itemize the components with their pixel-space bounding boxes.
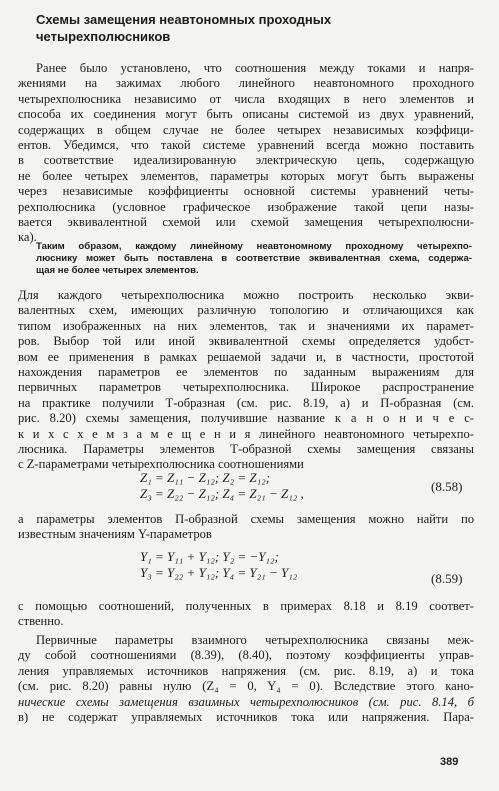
text-line: нахождения параметров ее элементов по заданным выражениям для — [18, 365, 474, 380]
text-line: ров. Выбор той или иной эквивалентной схемы определяется удобст- — [18, 334, 474, 349]
statement-line: щая не более четырех элементов. — [36, 265, 199, 277]
text-line: на практике получили Т-образная (см. рис. 8.19, а) и П-образная (см. — [18, 395, 474, 410]
text-line: валентных схем, имеющих различную топологию и отличающихся как — [18, 303, 474, 318]
equation-8-58 — [140, 470, 304, 502]
equation-line: Z₁ = Z₁₁ − Z₁₂; Z₂ = Z₁₂; — [140, 470, 271, 485]
paragraph-pi-circuit — [18, 512, 474, 543]
text-line: вом ее применения в рамках решаемой задачи и, в частности, простотой — [18, 349, 474, 364]
text-line: в соответствие идеализированную электрическую цепь, содержащую — [18, 153, 474, 168]
equation-number: (8.58) — [431, 479, 463, 494]
text-line: люсника. Параметры элементов Т-образной схемы замещения связаны — [18, 442, 474, 457]
paragraph-equivalent-circuits — [18, 288, 474, 473]
text-line: Первичные параметры взаимного четырехполюсника связаны меж- — [36, 633, 474, 647]
text-line: к и х с х е м з а м е щ е н и я линейного неавтономного четырехпо- — [18, 426, 474, 441]
text-line: в) не содержат управляемых источников тока или напряжения. Пара- — [18, 710, 474, 725]
text-line: типом изображенных на них элементов, так и значениями их парамет- — [18, 318, 474, 333]
equation-line: Y₁ = Y₁₁ + Y₁₂; Y₂ = −Y₁₂; — [140, 549, 279, 564]
text-line: рехполюсника (условное графическое изображение такой цепи назы- — [18, 199, 474, 214]
text-line: известным значениям Y-параметров — [18, 527, 212, 542]
text-line: нические схемы замещения взаимных четырехполюсников (см. рис. 8.14, б — [18, 694, 474, 709]
text-line: не более четырех элементов, параметры которых могут быть выражены — [18, 168, 474, 183]
statement-line: Таким образом, каждому линейному неавтономному проходному четырехпо- — [36, 241, 472, 252]
text-line: первичных параметров четырехполюсника. Широкое распространение — [18, 380, 474, 395]
text-line: содержащих в общем случае не более четырех независимых коэффици- — [18, 122, 474, 137]
equation-line: Z₃ = Z₂₂ − Z₁₂; Z₄ = Z₂₁ − Z₁₂ , — [140, 486, 304, 501]
paragraph-intro — [18, 61, 474, 246]
text-line: Для каждого четырехполюсника можно построить несколько экви- — [18, 288, 474, 302]
text-line: (см. рис. 8.20) равны нулю (Z₄ = 0, Y₄ = 0). Вследствие этого кано- — [18, 679, 474, 694]
equation-number: (8.59) — [431, 571, 463, 586]
page-number: 389 — [440, 756, 459, 768]
section-heading-line: Схемы замещения неавтономных проходных — [36, 12, 332, 27]
text-line: ка). — [18, 230, 37, 245]
text-line: ственно. — [18, 614, 64, 629]
text-line: с помощью соотношений, полученных в примерах 8.18 и 8.19 соответ- — [18, 599, 474, 613]
text-line: через независимые коэффициенты основной системы уравнений четы- — [18, 184, 474, 199]
section-heading — [36, 11, 456, 45]
text-line: ду собой соотношениями (8.39), (8.40), поэтому коэффициенты управ- — [18, 648, 474, 663]
text-line: ления управляемых источников напряжения (см. рис. 8.19, а) и тока — [18, 663, 474, 678]
text-line: ентов. Убедимся, что такой системе уравнений всегда можно поставить — [18, 138, 474, 153]
paragraph-examples — [18, 599, 474, 630]
text-line: рис. 8.20) схемы замещения, получившие название к а н о н и ч е с- — [18, 411, 474, 426]
text-line: четырехполюсника независимо от числа входящих в него элементов и — [18, 91, 474, 106]
equation-8-59 — [140, 549, 297, 581]
text-line: жениями на зажимах любого линейного неавтономного проходного — [18, 76, 474, 91]
section-heading-line: четырехполюсников — [36, 29, 171, 44]
text-line: а параметры элементов П-образной схемы замещения можно найти по — [18, 512, 474, 526]
highlighted-statement — [36, 241, 472, 278]
statement-line: люснику может быть поставлена в соответствие эквивалентная схема, содержа- — [36, 253, 472, 265]
text-line: способа их соединения могут быть описаны системой из двух уравнений, — [18, 107, 474, 122]
text-line: Ранее было установлено, что соотношения между токами и напря- — [36, 61, 474, 75]
equation-line: Y₃ = Y₂₂ + Y₁₂; Y₄ = Y₂₁ − Y₁₂ — [140, 565, 298, 580]
text-line: с Z-параметрами четырехполюсника соотношениями — [18, 457, 304, 472]
paragraph-reciprocal — [18, 633, 474, 725]
text-line: вается эквивалентной схемой или схемой замещения четырехполюсни- — [18, 215, 474, 230]
